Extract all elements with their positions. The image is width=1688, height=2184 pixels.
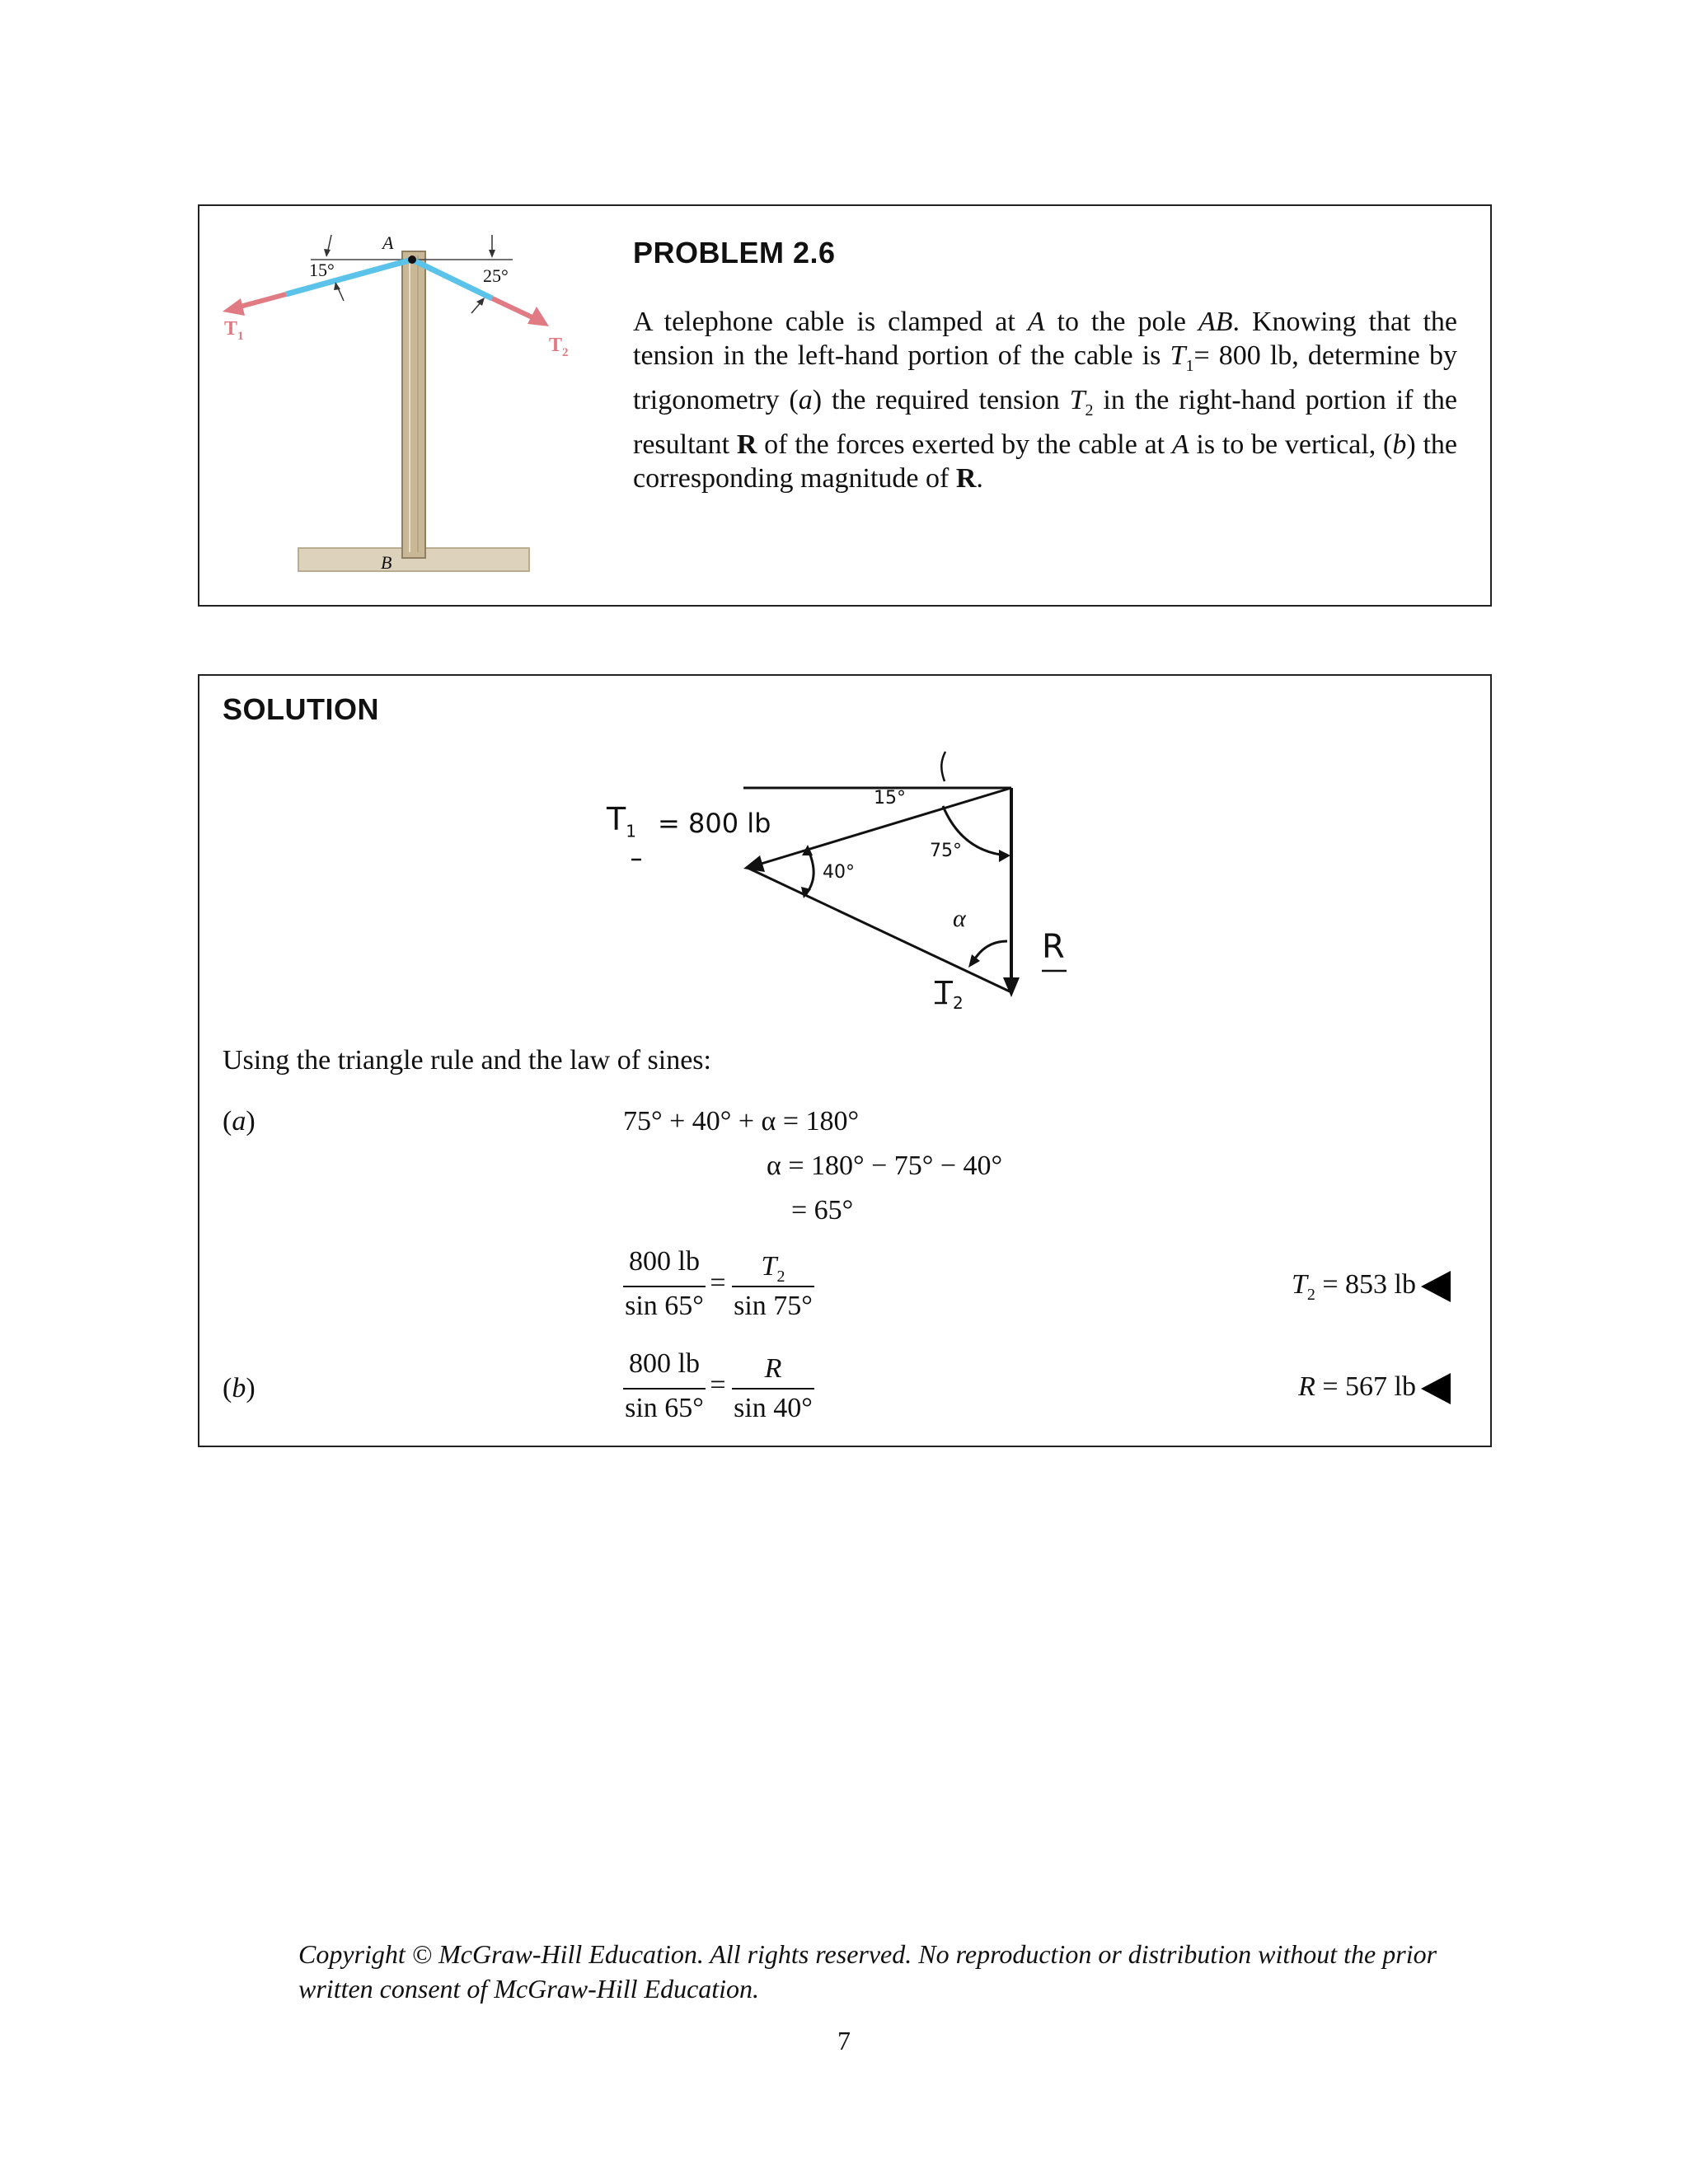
frac2-num-right: R [764,1353,782,1384]
sketch-angle-15: 15° [874,788,906,808]
angle-25-label: 25° [483,265,509,286]
frac2-den-left: sin 65° [625,1393,704,1423]
frac2-num-left: 800 lb [629,1348,700,1379]
sketch-t1-label: $T_1$ [607,801,636,841]
left-cable [286,260,412,294]
solution-heading: SOLUTION [223,692,379,726]
frac1-num-left: 800 lb [629,1246,700,1277]
sketch-angle-40: 40° [823,862,855,883]
solution-intro: Using the triangle rule and the law of sines: [223,1045,711,1076]
law-of-sines-a [623,1246,829,1329]
solution-box [198,674,1492,1447]
answer-b: R = 567 lb [1298,1371,1451,1404]
label-t2: $T_2$ [549,335,569,359]
part-a-label: (a) [223,1106,256,1137]
problem-heading: PROBLEM 2.6 [633,236,836,269]
sketch-t1-value: = 800 lb [658,808,771,839]
label-b: B [381,552,392,573]
problem-statement: A telephone cable is clamped at A to the pole AB. Knowing that the tension in the left-hand portion of the cable is $T_1= 800$ lb, determine by trigonometry (a) the required tension $T_2$ in the right-hand portion if the resultant R of the forces exerted by the cable at A is to be vertical, (b) the corresponding magnitude of R. [633,307,1457,494]
equation-2: α = 180° − 75° − 40° [767,1151,1003,1181]
frac1-den-right: sin 75° [734,1291,813,1321]
answer-a: $T_2 = 853$ lb [1292,1269,1451,1305]
point-a [408,255,416,264]
answer-marker-icon [1421,1373,1451,1404]
t2-vector [748,868,1010,991]
frac2-equals: = [710,1370,726,1400]
pole [402,251,425,558]
sketch-t2-label: $T_2$ [935,976,964,1014]
label-a: A [382,232,394,253]
part-b-label: (b) [223,1373,256,1404]
force-triangle-sketch [199,676,1493,1038]
copyright-notice: Copyright © McGraw-Hill Education. All rights reserved. No reproduction or distribution without the prior written consent of McGraw-Hill Education. [298,1939,1437,2004]
label-t1: $T_1$ [224,318,244,343]
frac1-num-right: $T_2$ [761,1251,785,1286]
pole-figure [199,206,612,605]
sketch-alpha: α [953,905,966,932]
angle-15-label: 15° [309,260,335,280]
sketch-r-label: R [1042,928,1065,966]
answer-marker-icon [1421,1271,1451,1302]
frac1-equals: = [710,1268,726,1298]
t1-arrowhead [223,298,245,316]
problem-box [198,204,1492,607]
law-of-sines-b [623,1348,829,1431]
sketch-angle-75: 75° [930,841,962,861]
frac1-den-left: sin 65° [625,1291,704,1321]
page-number: 7 [837,2026,851,2055]
equation-1: 75° + 40° + α = 180° [623,1106,860,1137]
frac2-den-right: sin 40° [734,1393,813,1423]
equation-3: = 65° [791,1195,854,1226]
